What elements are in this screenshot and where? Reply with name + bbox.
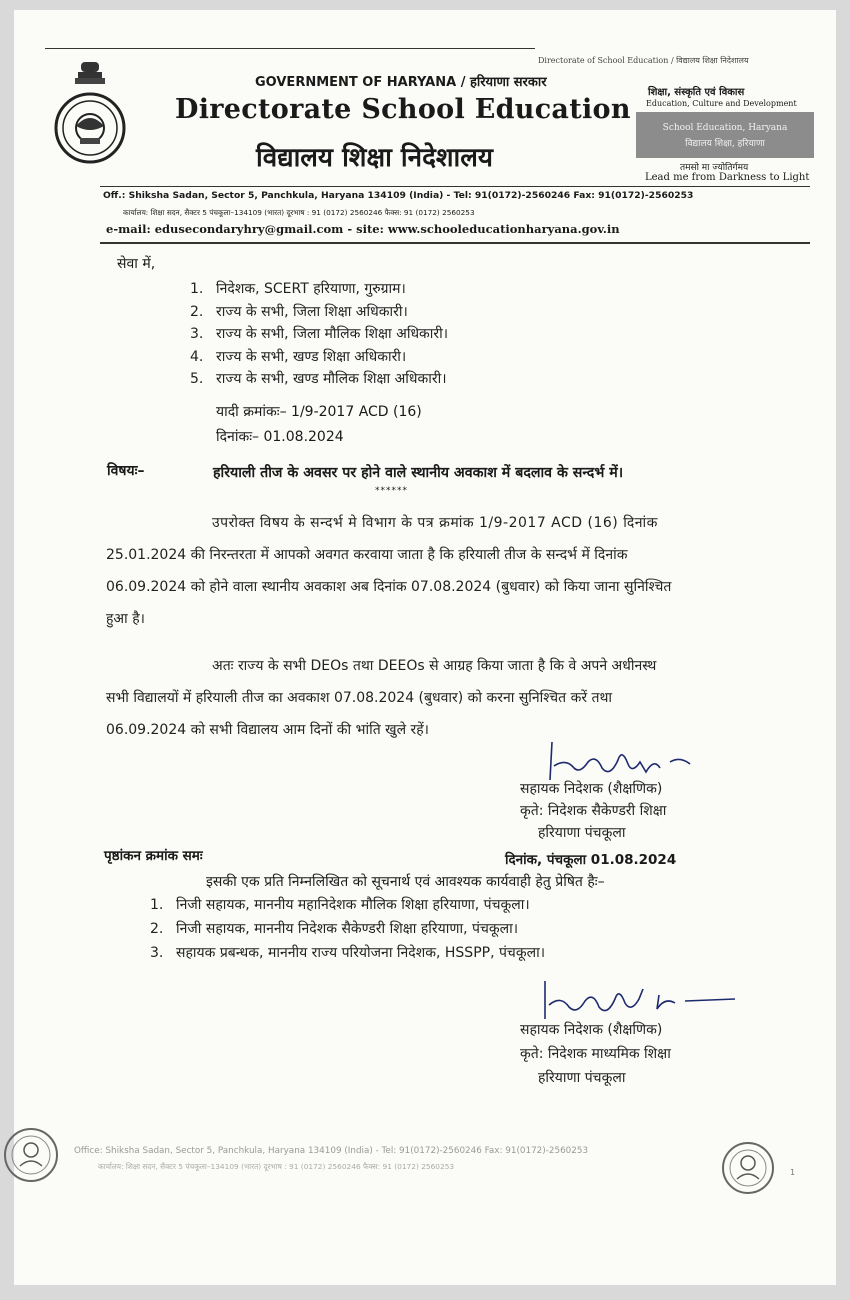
signatory-title: सहायक निदेशक (शैक्षणिक)	[520, 1022, 663, 1038]
list-item: 1. निजी सहायक, माननीय महानिदेशक मौलिक शिक्षा हरियाणा, पंचकूला।	[150, 897, 530, 913]
salutation: सेवा में,	[117, 256, 156, 272]
footer-right-logo-icon	[720, 1136, 776, 1196]
list-item: 5. राज्य के सभी, खण्ड मौलिक शिक्षा अधिकारी।	[190, 371, 447, 387]
haryana-emblem-icon	[50, 60, 130, 164]
list-item: 1. निदेशक, SCERT हरियाणा, गुरुग्राम।	[190, 281, 406, 297]
memo-date: दिनांकः– 01.08.2024	[216, 429, 344, 445]
paragraph-2: अतः राज्य के सभी DEOs तथा DEEOs से आग्रह किया जाता है कि वे अपने अधीनस्थ सभी विद्यालयों में हरियाली तीज का अवकाश 07.08.2024 (बुधवार) को करना सुनिश्चित करें तथा 06.09.2024 को सभी विद्यालय आम दिनों की भांति खुले रहें।	[106, 658, 657, 738]
motto-en: Lead me from Darkness to Light	[645, 172, 810, 183]
signatory-place: हरियाणा पंचकूला	[538, 1070, 626, 1086]
letter-page	[14, 10, 836, 1285]
signatory-for: कृते: निदेशक माध्यमिक शिक्षा	[520, 1046, 671, 1062]
footer-address-hi: कार्यालय: शिक्षा सदन, सैक्टर 5 पंचकूला–134109 (भारत) दूरभाष : 91 (0172) 2560246 फैक्स: 91 (0172) 2560253	[98, 1162, 455, 1171]
directorate-title-hi: विद्यालय शिक्षा निदेशालय	[256, 143, 493, 173]
memo-number: यादी क्रमांकः– 1/9-2017 ACD (16)	[216, 404, 422, 420]
badge-line-2: विद्यालय शिक्षा, हरियाणा	[685, 139, 765, 149]
office-address-hi: कार्यालय: शिक्षा सदन, सैक्टर 5 पंचकूला–134109 (भारत) दूरभाष : 91 (0172) 2560246 फैक्स: 91 (0172) 2560253	[123, 208, 475, 217]
paragraph-1: उपरोक्त विषय के सन्दर्भ मे विभाग के पत्र क्रमांक 1/9-2017 ACD (16) दिनांक 25.01.2024 की निरन्तरता में आपको अवगत करवाया जाता है कि हरियाली तीज के सन्दर्भ में दिनांक 06.09.2024 को होने वाला स्थानीय अवकाश अब दिनांक 07.08.2024 (बुधवार) को किया जाना सुनिश्चित हुआ है।	[106, 515, 672, 627]
subject-stars: ******	[375, 486, 408, 496]
top-right-caption: Directorate of School Education / विद्यालय शिक्षा निदेशालय	[538, 56, 749, 65]
header-divider	[100, 186, 810, 187]
government-line: GOVERNMENT OF HARYANA / हरियाणा सरकार	[255, 75, 547, 90]
list-item: 3. राज्य के सभी, जिला मौलिक शिक्षा अधिकारी।	[190, 326, 449, 342]
signatory-place: हरियाणा पंचकूला	[538, 825, 626, 841]
badge-line-1: School Education, Haryana	[662, 123, 788, 133]
header-bottom-rule	[100, 242, 810, 244]
right-tagline-hi: शिक्षा, संस्कृति एवं विकास	[648, 87, 745, 98]
list-item: 4. राज्य के सभी, खण्ड शिक्षा अधिकारी।	[190, 348, 407, 365]
copy-list	[150, 893, 545, 965]
office-address-en: Off.: Shiksha Sadan, Sector 5, Panchkula, Haryana 134109 (India) - Tel: 91(0172)-2560246 Fax: 91(0172)-2560253	[103, 190, 694, 201]
signature-block-2	[520, 1018, 671, 1090]
directorate-title-en: Directorate School Education	[175, 94, 631, 125]
subject-text: हरियाली तीज के अवसर पर होने वाले स्थानीय अवकाश में बदलाव के सन्दर्भ में।	[213, 465, 624, 481]
list-item: 3. सहायक प्रबन्धक, माननीय राज्य परियोजना निदेशक, HSSPP, पंचकूला।	[150, 945, 546, 961]
motto-hi: तमसो मा ज्योतिर्गमय	[680, 163, 749, 173]
page-number: 1	[790, 1168, 796, 1177]
signature-block-1	[520, 778, 666, 844]
signatory-title: सहायक निदेशक (शैक्षणिक)	[520, 781, 663, 797]
footer-left-logo-icon	[2, 1126, 60, 1184]
endorsement-date: दिनांक, पंचकूला 01.08.2024	[505, 852, 677, 868]
email-site-line: e-mail: edusecondaryhry@gmail.com - site: www.schooleducationharyana.gov.in	[106, 222, 620, 236]
school-education-badge	[636, 112, 814, 158]
list-item: 2. निजी सहायक, माननीय निदेशक सैकेण्डरी शिक्षा हरियाणा, पंचकूला।	[150, 921, 519, 937]
recipient-list	[190, 278, 448, 391]
right-tagline-en: Education, Culture and Development	[646, 99, 797, 108]
header-top-rule	[45, 48, 535, 49]
copy-intro: इसकी एक प्रति निम्नलिखित को सूचनार्थ एवं आवश्यक कार्यवाही हेतु प्रेषित हैः–	[206, 874, 605, 890]
endorsement-label: पृष्ठांकन क्रमांक समः	[104, 848, 203, 864]
signatory-for: कृते: निदेशक सैकेण्डरी शिक्षा	[520, 803, 667, 819]
footer-address-en: Office: Shiksha Sadan, Sector 5, Panchkula, Haryana 134109 (India) - Tel: 91(0172)-2560246 Fax: 91(0172)-2560253	[74, 1146, 589, 1156]
list-item: 2. राज्य के सभी, जिला शिक्षा अधिकारी।	[190, 303, 408, 320]
subject-label: विषयः–	[107, 463, 145, 479]
